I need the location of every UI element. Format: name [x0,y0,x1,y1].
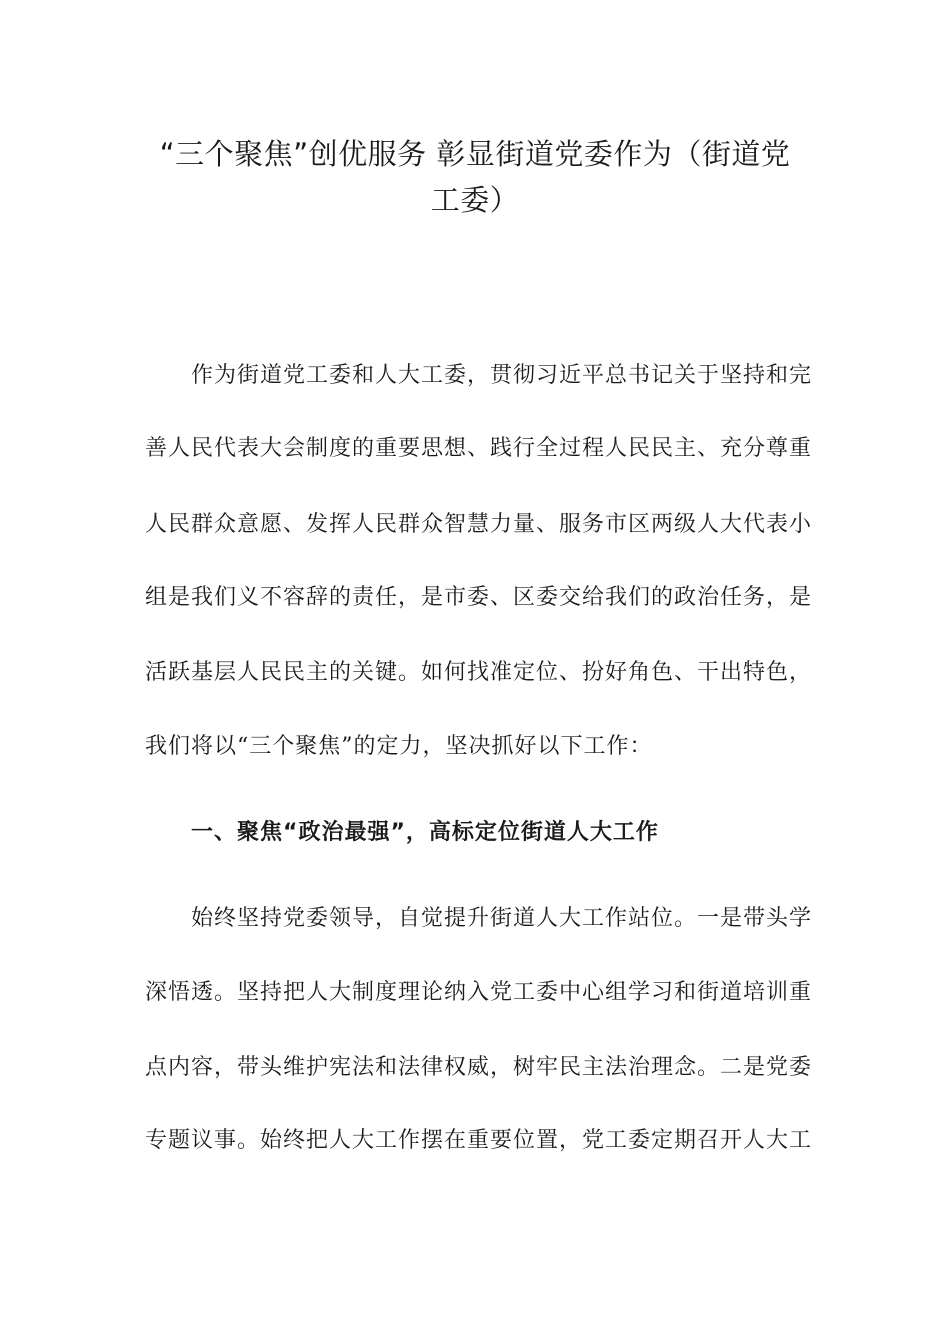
paragraph-1-line-2: 善人民代表大会制度的重要思想、践行全过程人民民主、充分尊重 [145,436,813,461]
document-title-line-1: “三个聚焦”创优服务 彰显街道党委作为（街道党 [159,137,791,171]
paragraph-2-line-2: 深悟透。坚持把人大制度理论纳入党工委中心组学习和街道培训重 [145,980,813,1005]
paragraph-1-line-6: 我们将以“三个聚焦”的定力，坚决抓好以下工作： [145,734,653,759]
paragraph-1-line-5: 活跃基层人民民主的关键。如何找准定位、扮好角色、干出特色， [145,660,813,685]
paragraph-2-line-1: 始终坚持党委领导，自觉提升街道人大工作站位。一是带头学 [191,906,813,931]
paragraph-1-line-1: 作为街道党工委和人大工委，贯彻习近平总书记关于坚持和完 [191,363,813,388]
document-title-line-2: 工委） [430,183,520,217]
paragraph-2-line-4: 专题议事。始终把人大工作摆在重要位置，党工委定期召开人大工 [145,1128,813,1153]
paragraph-1-line-3: 人民群众意愿、发挥人民群众智慧力量、服务市区两级人大代表小 [145,512,813,537]
paragraph-1-line-4: 组是我们义不容辞的责任，是市委、区委交给我们的政治任务，是 [145,585,813,610]
section-heading-1: 一、聚焦“政治最强”，高标定位街道人大工作 [191,820,659,845]
paragraph-2-line-3: 点内容，带头维护宪法和法律权威，树牢民主法治理念。二是党委 [145,1055,813,1080]
